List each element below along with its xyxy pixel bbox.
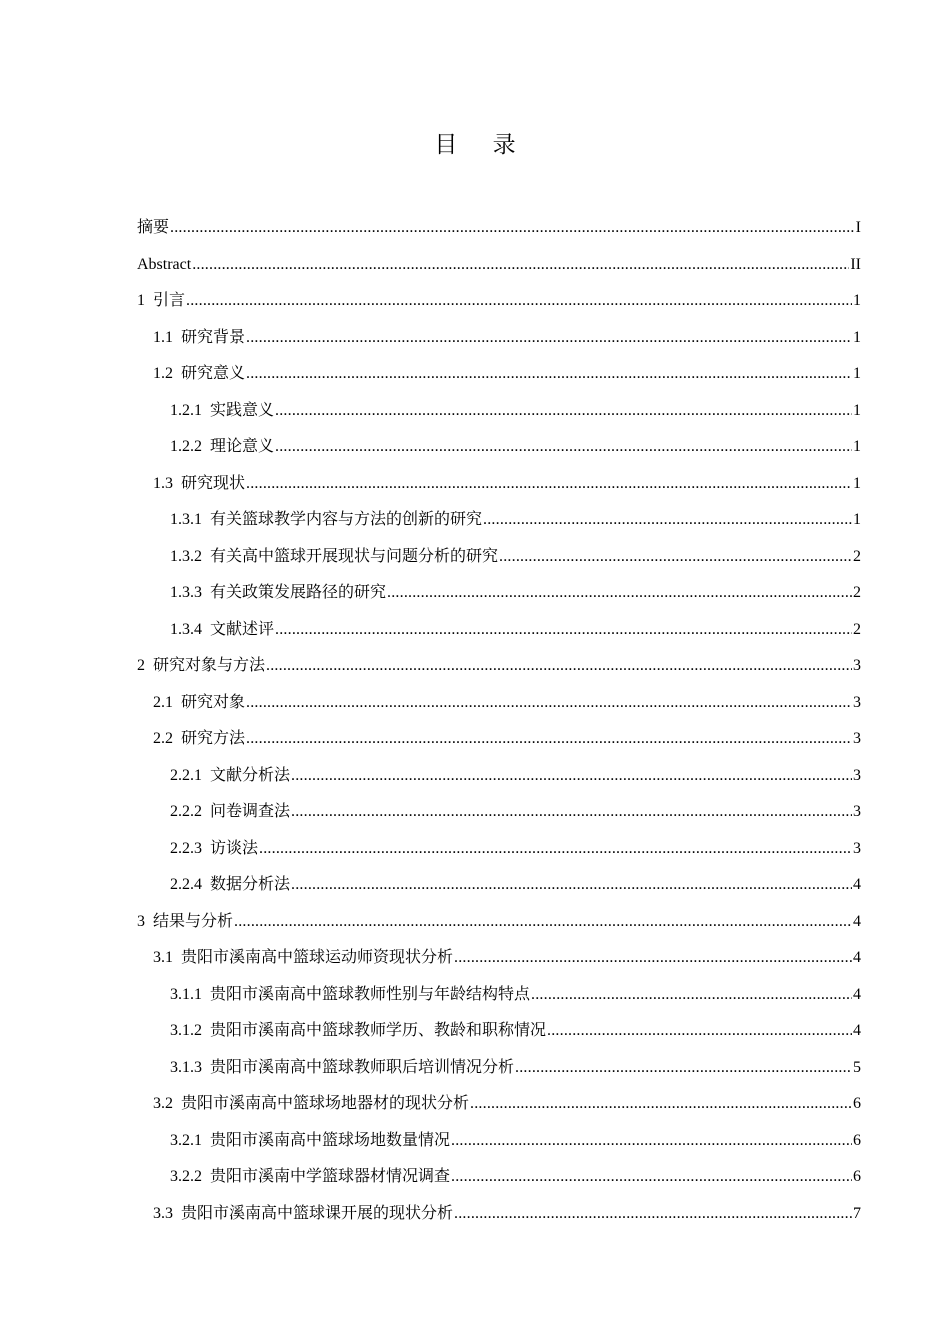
toc-entry-number: 1.2.1	[170, 401, 202, 419]
toc-entry-number: 3.1.1	[170, 985, 202, 1003]
toc-entry-number: 3.2.1	[170, 1131, 202, 1149]
toc-entry[interactable]	[137, 721, 861, 758]
toc-dot-leader	[291, 867, 852, 903]
toc-entry-page: 1	[853, 474, 861, 492]
toc-entry[interactable]	[137, 283, 861, 320]
toc-entry[interactable]	[137, 940, 861, 977]
toc-dot-leader	[387, 575, 852, 611]
toc-entry[interactable]	[137, 1086, 861, 1123]
page-title: 目 录	[434, 132, 530, 158]
toc-entry-number: 3.2.2	[170, 1168, 202, 1185]
toc-entry[interactable]	[137, 1050, 861, 1087]
toc-entry-number: 3.1	[153, 949, 173, 966]
toc-entry-page: 4	[853, 985, 861, 1003]
toc-entry-label: Abstract	[137, 255, 192, 273]
toc-dot-leader	[192, 247, 849, 283]
toc-entry-label: 贵阳市溪南高中篮球场地数量情况	[210, 1131, 451, 1149]
toc-entry-number: 3.3	[153, 1204, 173, 1222]
toc-entry-page: 4	[853, 949, 861, 966]
toc-entry-label: 贵阳市溪南高中篮球场地器材的现状分析	[181, 1095, 470, 1112]
toc-entry-page: 1	[853, 328, 861, 346]
toc-entry[interactable]	[137, 393, 861, 430]
toc-entry-label: 研究方法	[181, 730, 246, 747]
toc-dot-leader	[246, 320, 852, 356]
toc-dot-leader	[170, 210, 855, 246]
toc-entry[interactable]	[137, 466, 861, 503]
toc-entry-label: 研究背景	[181, 328, 246, 346]
toc-entry-page: 2	[853, 547, 861, 565]
toc-dot-leader	[234, 904, 852, 940]
toc-entry[interactable]	[137, 1123, 861, 1160]
toc-entry[interactable]	[137, 210, 861, 247]
toc-dot-leader	[246, 685, 852, 721]
toc-entry-number: 1	[137, 292, 145, 309]
toc-entry[interactable]	[137, 612, 861, 649]
toc-dot-leader	[266, 648, 852, 684]
toc-entry-page: 1	[853, 438, 861, 455]
toc-entry-page: 6	[853, 1131, 861, 1149]
toc-entry-page: 2	[853, 584, 861, 601]
toc-entry[interactable]	[137, 904, 861, 941]
toc-dot-leader	[499, 539, 852, 575]
toc-entry-label: 贵阳市溪南高中篮球运动师资现状分析	[181, 949, 454, 966]
toc-entry-page: 1	[853, 365, 861, 382]
toc-entry-page: 1	[853, 292, 861, 309]
toc-entry-number: 2.2.2	[170, 803, 202, 820]
toc-entry-number: 1.3	[153, 474, 173, 492]
toc-dot-leader	[246, 466, 852, 502]
toc-dot-leader	[451, 1123, 852, 1159]
toc-entry-page: I	[855, 219, 861, 236]
toc-entry-label: 有关政策发展路径的研究	[210, 584, 387, 601]
toc-dot-leader	[186, 283, 852, 319]
toc-entry-label: 研究对象与方法	[153, 657, 266, 674]
toc-entry-number: 1.3.2	[170, 547, 202, 565]
toc-dot-leader	[275, 612, 852, 648]
toc-entry[interactable]	[137, 1159, 861, 1196]
toc-entry-number: 1.3.1	[170, 511, 202, 528]
toc-dot-leader	[275, 429, 852, 465]
toc-entry[interactable]	[137, 320, 861, 357]
toc-dot-leader	[451, 1159, 852, 1195]
toc-entry-page: 3	[853, 693, 861, 711]
toc-entry-label: 贵阳市溪南高中篮球教师学历、教龄和职称情况	[210, 1022, 547, 1039]
toc-entry-page: 1	[853, 511, 861, 528]
toc-entry-label: 研究意义	[181, 365, 246, 382]
toc-dot-leader	[259, 831, 852, 867]
toc-entry-label: 访谈法	[210, 839, 259, 857]
toc-entry-number: 2.2.1	[170, 766, 202, 784]
toc-entry-page: 4	[853, 912, 861, 930]
toc-entry-label: 结果与分析	[153, 912, 234, 930]
toc-entry-number: 3.1.2	[170, 1022, 202, 1039]
toc-entry-number: 3.1.3	[170, 1058, 202, 1076]
toc-entry-page: 5	[853, 1058, 861, 1076]
toc-entry-label: 数据分析法	[210, 876, 291, 893]
toc-entry-label: 贵阳市溪南高中篮球教师职后培训情况分析	[210, 1058, 515, 1076]
toc-entry-number: 3.2	[153, 1095, 173, 1112]
toc-entry-page: 3	[853, 730, 861, 747]
toc-dot-leader	[470, 1086, 852, 1122]
toc-entry-page: 2	[853, 620, 861, 638]
toc-entry-page: 6	[853, 1095, 861, 1112]
toc-entry-label: 研究对象	[181, 693, 246, 711]
toc-entry[interactable]	[137, 1013, 861, 1050]
toc-entry-page: 3	[853, 766, 861, 784]
toc-entry-number: 2.1	[153, 693, 173, 711]
toc-entry-label: 有关篮球教学内容与方法的创新的研究	[210, 511, 483, 528]
toc-entry[interactable]	[137, 356, 861, 393]
toc-entry-number: 1.2	[153, 365, 173, 382]
toc-entry-number: 1.2.2	[170, 438, 202, 455]
toc-entry[interactable]	[137, 648, 861, 685]
toc-dot-leader	[275, 393, 852, 429]
toc-entry[interactable]	[137, 429, 861, 466]
toc-entry-label: 贵阳市溪南高中篮球教师性别与年龄结构特点	[210, 985, 531, 1003]
toc-entry-label: 研究现状	[181, 474, 246, 492]
toc-entry-label: 摘要	[137, 219, 170, 236]
toc-entry-label: 有关高中篮球开展现状与问题分析的研究	[210, 547, 499, 565]
toc-entry[interactable]	[137, 539, 861, 576]
toc-entry-label: 引言	[153, 292, 186, 309]
toc-entry-page: 4	[853, 876, 861, 893]
toc-dot-leader	[531, 977, 852, 1013]
toc-entry-number: 3	[137, 912, 145, 930]
toc-dot-leader	[246, 356, 852, 392]
toc-entry-number: 1.3.3	[170, 584, 202, 601]
toc-entry[interactable]	[137, 977, 861, 1014]
toc-dot-leader	[515, 1050, 852, 1086]
toc-entry-page: 7	[853, 1204, 861, 1222]
toc-dot-leader	[291, 794, 852, 830]
table-of-contents	[137, 210, 861, 1232]
toc-entry-label: 文献述评	[210, 620, 275, 638]
toc-entry-page: 1	[853, 401, 861, 419]
toc-entry[interactable]	[137, 867, 861, 904]
toc-entry-page: II	[850, 255, 861, 273]
toc-dot-leader	[483, 502, 852, 538]
toc-entry[interactable]	[137, 502, 861, 539]
toc-entry[interactable]	[137, 831, 861, 868]
toc-dot-leader	[547, 1013, 852, 1049]
toc-entry-label: 理论意义	[210, 438, 275, 455]
toc-entry-page: 3	[853, 803, 861, 820]
toc-entry[interactable]	[137, 1196, 861, 1233]
toc-entry-number: 2	[137, 657, 145, 674]
toc-entry-number: 1.1	[153, 328, 173, 346]
toc-entry-label: 问卷调查法	[210, 803, 291, 820]
toc-entry-page: 6	[853, 1168, 861, 1185]
toc-entry-number: 1.3.4	[170, 620, 202, 638]
toc-entry-label: 贵阳市溪南高中篮球课开展的现状分析	[181, 1204, 454, 1222]
toc-entry[interactable]	[137, 685, 861, 722]
toc-entry-page: 3	[853, 657, 861, 674]
toc-entry[interactable]	[137, 758, 861, 795]
toc-dot-leader	[291, 758, 852, 794]
toc-entry-number: 2.2.4	[170, 876, 202, 893]
toc-entry-label: 贵阳市溪南中学篮球器材情况调查	[210, 1168, 451, 1185]
toc-entry[interactable]	[137, 794, 861, 831]
toc-entry-number: 2.2.3	[170, 839, 202, 857]
toc-entry-page: 4	[853, 1022, 861, 1039]
toc-entry[interactable]	[137, 575, 861, 612]
toc-entry-number: 2.2	[153, 730, 173, 747]
toc-entry-label: 文献分析法	[210, 766, 291, 784]
toc-dot-leader	[454, 940, 852, 976]
toc-entry-label: 实践意义	[210, 401, 275, 419]
toc-dot-leader	[454, 1196, 852, 1232]
toc-entry[interactable]	[137, 247, 861, 284]
toc-dot-leader	[246, 721, 852, 757]
toc-entry-page: 3	[853, 839, 861, 857]
